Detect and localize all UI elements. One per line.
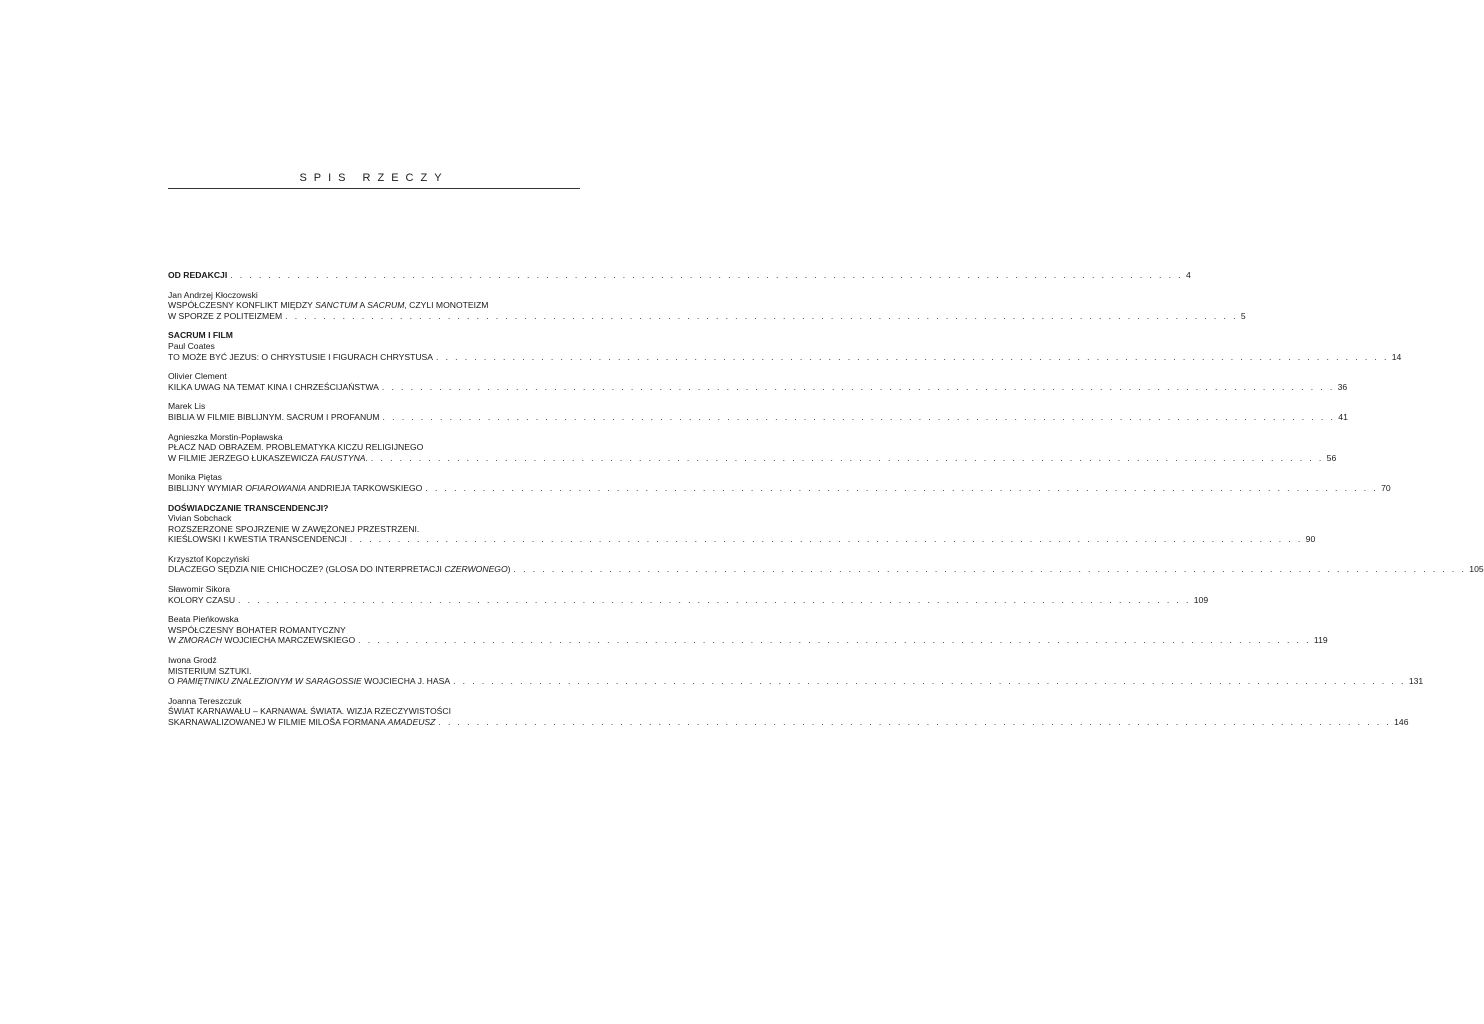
entry-author: Olivier Clement bbox=[168, 371, 227, 382]
leader-dots: . . . . . . . . . . . . . . . . . . . . . . . . . . . . . . . . . . . . . . . . . . . . . . . . . . . . . . . . . . . . . . . . . . . . . . . . . . . . . . . . . . . . . . . . . . . . . . . . . . . . bbox=[230, 270, 1183, 280]
entry-title-line: ŚWIAT KARNAWAŁU – KARNAWAŁ ŚWIATA. WIZJA RZECZYWISTOŚCI bbox=[168, 706, 451, 717]
leader-dots: . . . . . . . . . . . . . . . . . . . . . . . . . . . . . . . . . . . . . . . . . . . . . . . . . . . . . . . . . . . . . . . . . . . . . . . . . . . . . . . . . . . . . . . . . . . . . . . . . . . . bbox=[381, 381, 1335, 392]
page-number: 105 bbox=[1469, 564, 1484, 575]
leader-dots: . . . . . . . . . . . . . . . . . . . . . . . . . . . . . . . . . . . . . . . . . . . . . . . . . . . . . . . . . . . . . . . . . . . . . . . . . . . . . . . . . . . . . . . . . . . . . . . . . . . . bbox=[285, 310, 1238, 321]
entry-author: Monika Piętas bbox=[168, 472, 222, 483]
entry-title-line: DLACZEGO SĘDZIA NIE CHICHOCZE? (GLOSA DO INTERPRETACJI CZERWONEGO) bbox=[168, 564, 511, 575]
entry-title-line: TO MOŻE BYĆ JEZUS: O CHRYSTUSIE I FIGURACH CHRYSTUSA bbox=[168, 351, 434, 362]
page-number: 4 bbox=[1185, 270, 1191, 280]
toc-entry-pienkowska[interactable] bbox=[168, 614, 1328, 646]
entry-title-line: WSPÓŁCZESNY BOHATER ROMANTYCZNY bbox=[168, 624, 346, 635]
page-number: 41 bbox=[1338, 411, 1348, 422]
entry-author: Agnieszka Morstin-Popławska bbox=[168, 431, 283, 442]
entry-author: Beata Pieńkowska bbox=[168, 614, 239, 625]
toc-entry-clement[interactable] bbox=[168, 371, 1348, 392]
entry-title-line: ROZSZERZONE SPOJRZENIE W ZAWĘŻONEJ PRZESTRZENI. bbox=[168, 523, 420, 534]
entry-title-line: SKARNAWALIZOWANEJ W FILMIE MILOŠA FORMANA AMADEUSZ bbox=[168, 717, 436, 727]
toc-entry-kopczynski[interactable] bbox=[168, 553, 1484, 575]
leader-dots: . . . . . . . . . . . . . . . . . . . . . . . . . . . . . . . . . . . . . . . . . . . . . . . . . . . . . . . . . . . . . . . . . . . . . . . . . . . . . . . . . . . . . . . . . . . . . . . . . . . . bbox=[238, 594, 1191, 605]
leader-dots: . . . . . . . . . . . . . . . . . . . . . . . . . . . . . . . . . . . . . . . . . . . . . . . . . . . . . . . . . . . . . . . . . . . . . . . . . . . . . . . . . . . . . . . . . . . . . . . . . . . . bbox=[453, 676, 1406, 687]
entry-author: Jan Andrzej Kłoczowski bbox=[168, 289, 258, 300]
page-number: 70 bbox=[1381, 482, 1391, 493]
page-number: 146 bbox=[1394, 717, 1409, 727]
entry-author: Paul Coates bbox=[168, 340, 215, 351]
leader-dots: . . . . . . . . . . . . . . . . . . . . . . . . . . . . . . . . . . . . . . . . . . . . . . . . . . . . . . . . . . . . . . . . . . . . . . . . . . . . . . . . . . . . . . . . . . . . . . . . . . . . bbox=[513, 564, 1467, 575]
leader-dots: . . . . . . . . . . . . . . . . . . . . . . . . . . . . . . . . . . . . . . . . . . . . . . . . . . . . . . . . . . . . . . . . . . . . . . . . . . . . . . . . . . . . . . . . . . . . . . . . . . . . bbox=[436, 351, 1389, 362]
entry-title-line: W SPORZE Z POLITEIZMEM bbox=[168, 310, 283, 321]
page-number: 119 bbox=[1313, 635, 1328, 646]
entry-title-line: O PAMIĘTNIKU ZNALEZIONYM W SARAGOSSIE WOJCIECHA J. HASA bbox=[168, 676, 451, 687]
toc-entry-pietas[interactable] bbox=[168, 472, 1391, 493]
page-title: SPIS RZECZY bbox=[299, 172, 449, 184]
toc-entry-sikora[interactable] bbox=[168, 584, 1209, 605]
entry-title-line: KIEŚLOWSKI I KWESTIA TRANSCENDENCJI bbox=[168, 534, 347, 545]
page-number: 131 bbox=[1408, 676, 1424, 687]
section-sacrum-i-film bbox=[168, 330, 1402, 493]
page-number: 5 bbox=[1240, 310, 1246, 321]
toc-entry-kloczowski[interactable] bbox=[168, 289, 1246, 322]
entry-author: Vivian Sobchack bbox=[168, 513, 232, 524]
toc-entry-coates[interactable] bbox=[168, 340, 1402, 362]
leader-dots: . . . . . . . . . . . . . . . . . . . . . . . . . . . . . . . . . . . . . . . . . . . . . . . . . . . . . . . . . . . . . . . . . . . . . . . . . . . . . . . . . . . . . . . . . . . . . . . . . . . . bbox=[425, 482, 1379, 493]
toc-entry-od-redakcji[interactable] bbox=[168, 270, 1191, 281]
entry-title-line: KOLORY CZASU bbox=[168, 594, 236, 605]
entry-title-line: BIBLIJNY WYMIAR OFIAROWANIA ANDRIEJA TARKOWSKIEGO bbox=[168, 482, 423, 493]
leader-dots: . . . . . . . . . . . . . . . . . . . . . . . . . . . . . . . . . . . . . . . . . . . . . . . . . . . . . . . . . . . . . . . . . . . . . . . . . . . . . . . . . . . . . . . . . . . . . . . . . . . . bbox=[370, 452, 1324, 463]
section-heading: SACRUM I FILM bbox=[168, 330, 233, 341]
entry-title-line: MISTERIUM SZTUKI. bbox=[168, 665, 252, 676]
entry-author: Marek Lis bbox=[168, 401, 206, 412]
section-heading: DOŚWIADCZANIE TRANSCENDENCJI? bbox=[168, 502, 329, 513]
entry-title-line: KILKA UWAG NA TEMAT KINA I CHRZEŚCIJAŃSTWA bbox=[168, 381, 379, 392]
title-rule bbox=[168, 188, 580, 189]
entry-author: Krzysztof Kopczyński bbox=[168, 553, 250, 564]
page-number: 14 bbox=[1391, 351, 1402, 362]
leader-dots: . . . . . . . . . . . . . . . . . . . . . . . . . . . . . . . . . . . . . . . . . . . . . . . . . . . . . . . . . . . . . . . . . . . . . . . . . . . . . . . . . . . . . . . . . . . . . . . . . . . . bbox=[358, 635, 1311, 646]
leader-dots: . . . . . . . . . . . . . . . . . . . . . . . . . . . . . . . . . . . . . . . . . . . . . . . . . . . . . . . . . . . . . . . . . . . . . . . . . . . . . . . . . . . . . . . . . . . . . . . . . . . . bbox=[382, 411, 1336, 422]
entry-title-line: W ZMORACH WOJCIECHA MARCZEWSKIEGO bbox=[168, 635, 356, 646]
page-number: 56 bbox=[1326, 452, 1337, 463]
leader-dots: . . . . . . . . . . . . . . . . . . . . . . . . . . . . . . . . . . . . . . . . . . . . . . . . . . . . . . . . . . . . . . . . . . . . . . . . . . . . . . . . . . . . . . . . . . . . . . . . . . . . bbox=[349, 534, 1303, 545]
page-number: 90 bbox=[1305, 534, 1316, 545]
toc-entry-sobchack[interactable] bbox=[168, 513, 1316, 545]
page-number: 109 bbox=[1193, 594, 1209, 605]
entry-title-line: WSPÓŁCZESNY KONFLIKT MIĘDZY SANCTUM A SACRUM, CZYLI MONOTEIZM bbox=[168, 300, 489, 311]
entry-author: Iwona Grodź bbox=[168, 655, 217, 666]
leader-dots: . . . . . . . . . . . . . . . . . . . . . . . . . . . . . . . . . . . . . . . . . . . . . . . . . . . . . . . . . . . . . . . . . . . . . . . . . . . . . . . . . . . . . . . . . . . . . . . . . . . . bbox=[438, 717, 1392, 727]
entry-title-line: BIBLIA W FILMIE BIBLIJNYM. SACRUM I PROFANUM bbox=[168, 411, 380, 422]
entry-title-line: PŁACZ NAD OBRAZEM. PROBLEMATYKA KICZU RELIGIJNEGO bbox=[168, 442, 424, 453]
entry-title: OD REDAKCJI bbox=[168, 270, 228, 280]
section-doswiadczanie-transcendencji bbox=[168, 502, 1484, 728]
entry-title-line: W FILMIE JERZEGO ŁUKASZEWICZA FAUSTYNA. bbox=[168, 452, 368, 463]
page-number: 36 bbox=[1337, 381, 1348, 392]
entry-author: Sławomir Sikora bbox=[168, 584, 231, 595]
toc-entry-morstin-poplawska[interactable] bbox=[168, 431, 1337, 464]
toc-entry-tereszczuk[interactable] bbox=[168, 695, 1409, 728]
toc-entry-lis[interactable] bbox=[168, 401, 1348, 422]
toc-entry-grodz[interactable] bbox=[168, 655, 1424, 687]
entry-author: Joanna Tereszczuk bbox=[168, 695, 242, 706]
table-of-contents bbox=[168, 270, 1484, 737]
